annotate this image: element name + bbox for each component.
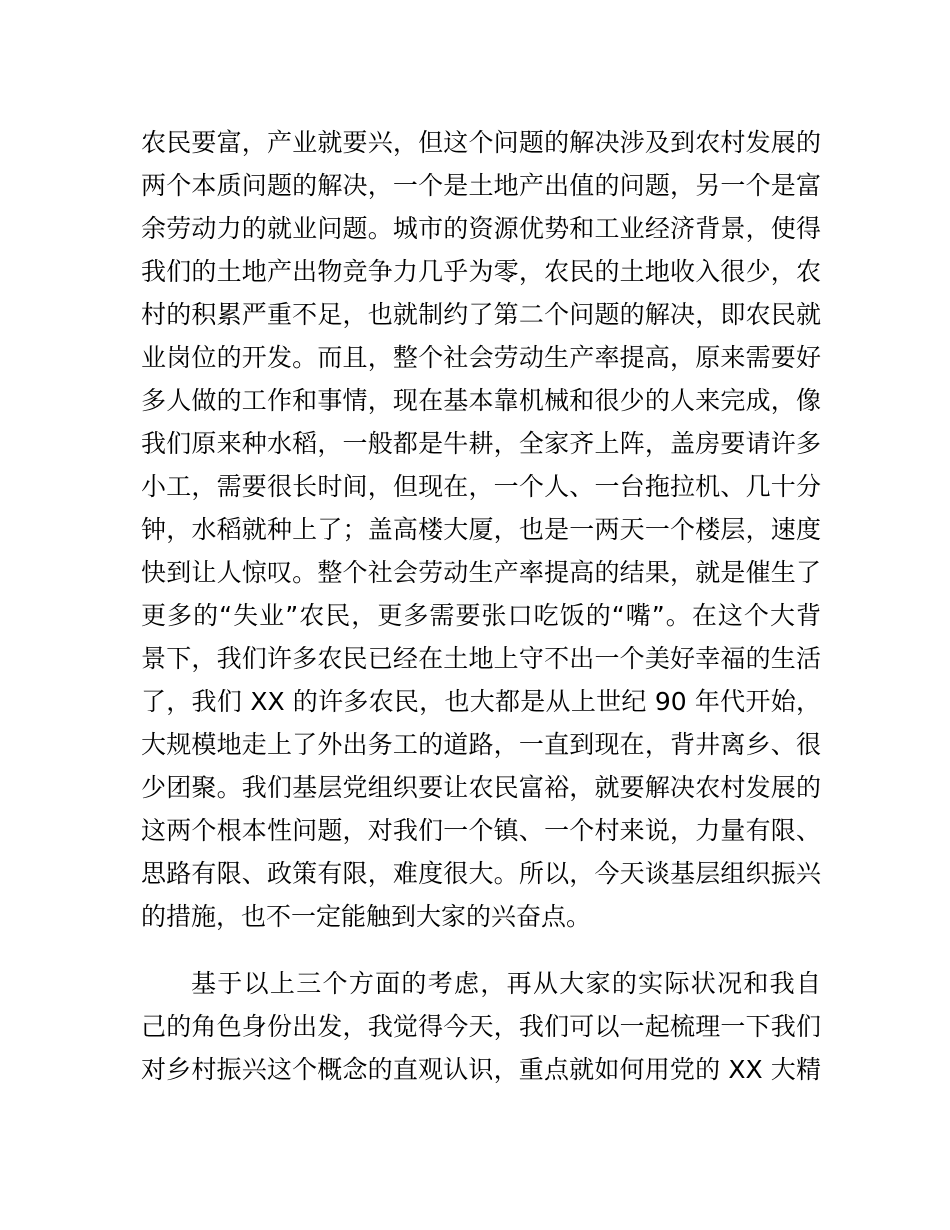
- text-line: 己的角色身份出发，我觉得今天，我们可以一起梳理一下我们: [141, 1012, 821, 1041]
- text-line: 我们的土地产出物竞争力几乎为零，农民的土地收入很少，农: [141, 257, 821, 286]
- text-line: 村的积累严重不足，也就制约了第二个问题的解决，即农民就: [141, 300, 821, 329]
- text-line: 钟，水稻就种上了；盖高楼大厦，也是一两天一个楼层，速度: [141, 515, 821, 544]
- paragraph-1: [141, 121, 821, 938]
- text-line: 思路有限、政策有限，难度很大。所以，今天谈基层组织振兴: [141, 859, 821, 888]
- text-line: 景下，我们许多农民已经在土地上守不出一个美好幸福的生活: [141, 644, 821, 673]
- text-line: 少团聚。我们基层党组织要让农民富裕，就要解决农村发展的: [141, 773, 821, 802]
- text-line: 两个本质问题的解决，一个是土地产出值的问题，另一个是富: [141, 171, 821, 200]
- text-line: 农民要富，产业就要兴，但这个问题的解决涉及到农村发展的: [141, 128, 821, 157]
- text-line: 大规模地走上了外出务工的道路，一直到现在，背井离乡、很: [141, 730, 821, 759]
- text-line: 小工，需要很长时间，但现在，一个人、一台拖拉机、几十分: [141, 472, 821, 501]
- text-line: 更多的“失业”农民，更多需要张口吃饭的“嘴”。在这个大背: [141, 601, 821, 630]
- text-line: 多人做的工作和事情，现在基本靠机械和很少的人来完成，像: [141, 386, 821, 415]
- text-line: 基于以上三个方面的考虑，再从大家的实际状况和我自: [191, 969, 821, 998]
- text-line: 的措施，也不一定能触到大家的兴奋点。: [141, 902, 592, 931]
- text-line: 快到让人惊叹。整个社会劳动生产率提高的结果，就是催生了: [141, 558, 821, 587]
- text-line: 我们原来种水稻，一般都是牛耕，全家齐上阵，盖房要请许多: [141, 429, 821, 458]
- paragraph-2: [141, 962, 821, 1091]
- paragraph-spacing: [141, 938, 821, 962]
- text-line: 这两个根本性问题，对我们一个镇、一个村来说，力量有限、: [141, 816, 821, 845]
- text-line: 余劳动力的就业问题。城市的资源优势和工业经济背景，使得: [141, 214, 821, 243]
- text-line: 了，我们 XX 的许多农民，也大都是从上世纪 90 年代开始，: [141, 687, 821, 716]
- document-body: [141, 121, 821, 1091]
- text-line: 对乡村振兴这个概念的直观认识，重点就如何用党的 XX 大精: [141, 1055, 821, 1084]
- text-line: 业岗位的开发。而且，整个社会劳动生产率提高，原来需要好: [141, 343, 821, 372]
